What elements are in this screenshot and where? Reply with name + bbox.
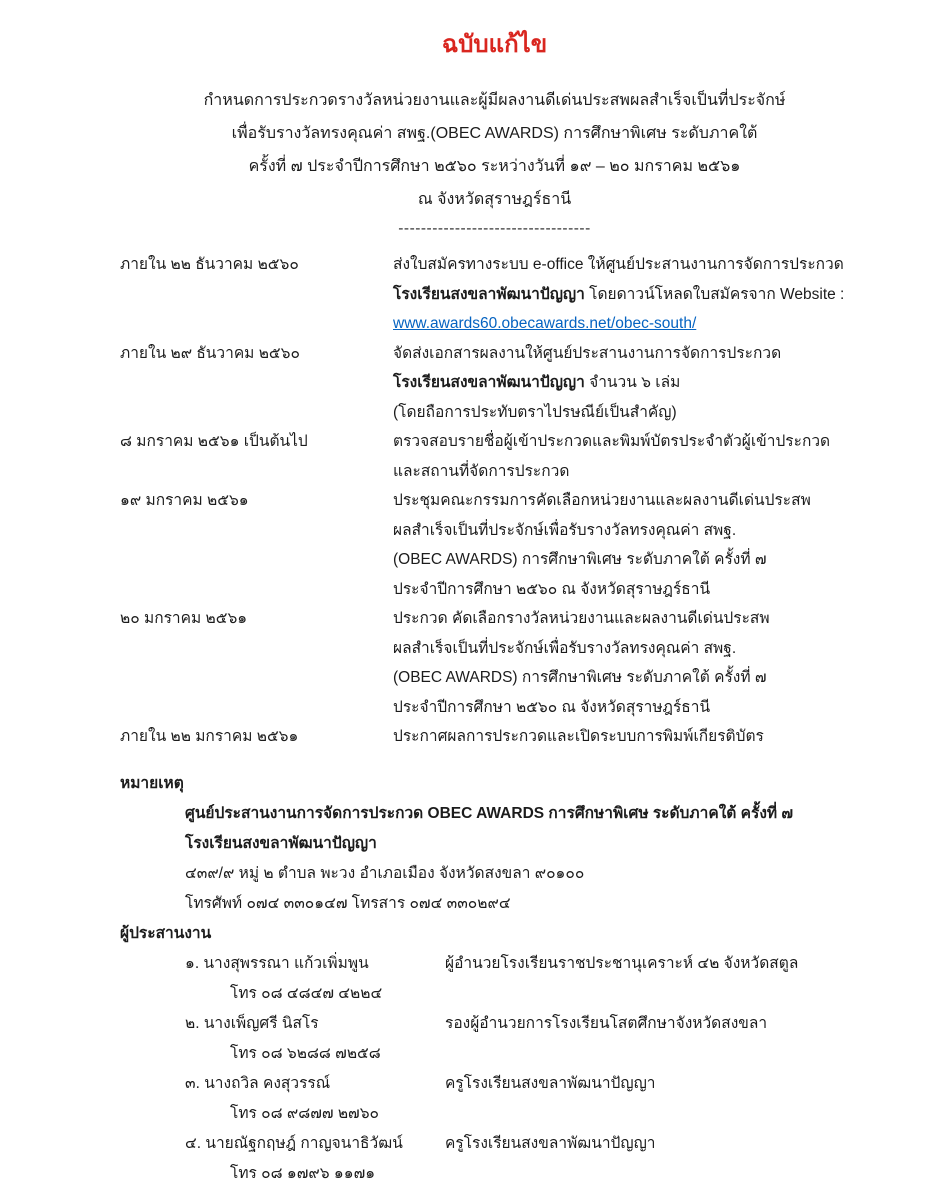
schedule-activity-line [393, 516, 869, 546]
schedule-activity-line [393, 309, 869, 339]
schedule-activity-line [393, 545, 869, 575]
coordinator-entry [120, 1069, 869, 1129]
coordinator-entry [120, 1009, 869, 1069]
activity-text: ผลสำเร็จเป็นที่ประจักษ์เพื่อรับรางวัลทรงคุณค่า สพฐ. [393, 521, 737, 539]
activity-text: และสถานที่จัดการประกวด [393, 462, 570, 480]
schedule-activity-line [393, 368, 869, 398]
schedule-row [120, 339, 869, 428]
website-link[interactable]: www.awards60.obecawards.net/obec-south/ [393, 315, 697, 332]
activity-text: ประจำปีการศึกษา ๒๕๖๐ ณ จังหวัดสุราษฎร์ธานี [393, 698, 711, 716]
coordinator-entry [120, 1129, 869, 1189]
schedule-activity-line [393, 693, 869, 723]
activity-text: จำนวน ๖ เล่ม [584, 374, 681, 391]
school-name-bold: โรงเรียนสงขลาพัฒนาปัญญา [393, 285, 585, 303]
note-line: โทรศัพท์ ๐๗๔ ๓๓๐๑๔๗ โทรสาร ๐๗๔ ๓๓๐๒๙๔ [185, 894, 511, 912]
dashed-divider: ---------------------------------- [398, 220, 591, 237]
schedule-activity-line [393, 722, 869, 752]
schedule-activity [393, 722, 869, 752]
coordinators-header: ผู้ประสานงาน [120, 924, 212, 942]
schedule-row [120, 722, 869, 752]
schedule-row [120, 427, 869, 486]
coordinator-row [185, 1069, 869, 1099]
notes-section [120, 769, 869, 919]
schedule-activity-line [393, 604, 869, 634]
schedule-row [120, 604, 869, 722]
schedule-activity [393, 604, 869, 722]
schedule-activity-line [393, 457, 869, 487]
coordinator-name: ๓. นางถวิล คงสุวรรณ์ [185, 1074, 331, 1092]
schedule-date-label: ภายใน ๒๙ ธันวาคม ๒๕๖๐ [120, 344, 300, 362]
school-name-bold: โรงเรียนสงขลาพัฒนาปัญญา [393, 374, 585, 391]
coordinator-phone: โทร ๐๘ ๔๘๔๗ ๔๒๒๔ [230, 984, 383, 1002]
edit-revision-title: ฉบับแก้ไข [441, 31, 548, 58]
notes-lines [120, 799, 869, 919]
activity-text: ประกาศผลการประกวดและเปิดระบบการพิมพ์เกียรติบัตร [393, 728, 764, 745]
activity-text: (โดยถือการประทับตราไปรษณีย์เป็นสำคัญ) [393, 403, 677, 421]
coordinator-name: ๔. นายณัฐกฤษฎ์ กาญจนาธิวัฒน์ [185, 1134, 403, 1152]
coordinator-row [185, 1009, 869, 1039]
schedule-activity-line [393, 634, 869, 664]
schedule [120, 250, 869, 752]
heading-line-1: กำหนดการประกวดรางวัลหน่วยงานและผู้มีผลงานดีเด่นประสพผลสำเร็จเป็นที่ประจักษ์ [203, 92, 786, 109]
schedule-row [120, 486, 869, 604]
note-line: ๔๓๙/๙ หมู่ ๒ ตำบล พะวง อำเภอเมือง จังหวัดสงขลา ๙๐๑๐๐ [185, 864, 585, 882]
activity-text: ประกวด คัดเลือกรางวัลหน่วยงานและผลงานดีเด่นประสพ [393, 610, 770, 627]
coordinators-section [120, 919, 869, 1189]
coordinator-role: ครูโรงเรียนสงขลาพัฒนาปัญญา [445, 1134, 656, 1152]
schedule-activity-line [393, 486, 869, 516]
schedule-activity-line [393, 398, 869, 428]
schedule-date-label: ๑๙ มกราคม ๒๕๖๑ [120, 492, 249, 509]
coordinator-role: ครูโรงเรียนสงขลาพัฒนาปัญญา [445, 1074, 656, 1092]
activity-text: จัดส่งเอกสารผลงานให้ศูนย์ประสานงานการจัดการประกวด [393, 344, 782, 362]
coordinator-phone: โทร ๐๘ ๙๘๗๗ ๒๗๖๐ [230, 1104, 379, 1122]
schedule-date-label: ภายใน ๒๒ ธันวาคม ๒๕๖๐ [120, 256, 299, 273]
schedule-activity-line [393, 427, 869, 457]
document-heading [120, 84, 869, 242]
activity-text: ประจำปีการศึกษา ๒๕๖๐ ณ จังหวัดสุราษฎร์ธานี [393, 580, 711, 598]
activity-text: (OBEC AWARDS) การศึกษาพิเศษ ระดับภาคใต้ ครั้งที่ ๗ [393, 551, 767, 568]
notes-header: หมายเหตุ [120, 774, 184, 792]
schedule-activity [393, 427, 869, 486]
coordinator-role: รองผู้อำนวยการโรงเรียนโสตศึกษาจังหวัดสงขลา [445, 1014, 768, 1032]
coordinator-entry [120, 949, 869, 1009]
coordinator-phone: โทร ๐๘ ๑๗๙๖ ๑๑๗๑ [230, 1164, 376, 1182]
heading-line-4: ณ จังหวัดสุราษฎร์ธานี [417, 191, 572, 208]
note-line: ศูนย์ประสานงานการจัดการประกวด OBEC AWARDS การศึกษาพิเศษ ระดับภาคใต้ ครั้งที่ ๗ [185, 804, 794, 822]
heading-line-3: ครั้งที่ ๗ ประจำปีการศึกษา ๒๕๖๐ ระหว่างวันที่ ๑๙ – ๒๐ มกราคม ๒๕๖๑ [248, 158, 741, 175]
heading-line-2: เพื่อรับรางวัลทรงคุณค่า สพฐ.(OBEC AWARDS) การศึกษาพิเศษ ระดับภาคใต้ [231, 125, 758, 142]
activity-text: โดยดาวน์โหลดใบสมัครจาก Website : [584, 285, 845, 303]
activity-text: ประชุมคณะกรรมการคัดเลือกหน่วยงานและผลงานดีเด่นประสพ [393, 492, 811, 509]
schedule-activity-line [393, 663, 869, 693]
coordinator-name: ๑. นางสุพรรณา แก้วเพิ่มพูน [185, 954, 369, 972]
activity-text: ตรวจสอบรายชื่อผู้เข้าประกวดและพิมพ์บัตรประจำตัวผู้เข้าประกวด [393, 433, 831, 450]
coordinator-phone: โทร ๐๘ ๖๒๘๘ ๗๒๕๘ [230, 1044, 381, 1062]
schedule-activity [393, 486, 869, 604]
coordinator-role: ผู้อำนวยโรงเรียนราชประชานุเคราะห์ ๔๒ จังหวัดสตูล [445, 954, 799, 972]
schedule-date-label: ภายใน ๒๒ มกราคม ๒๕๖๑ [120, 728, 299, 745]
schedule-activity-line [393, 575, 869, 605]
activity-text: (OBEC AWARDS) การศึกษาพิเศษ ระดับภาคใต้ ครั้งที่ ๗ [393, 669, 767, 686]
coordinator-row [185, 1129, 869, 1159]
activity-text: ผลสำเร็จเป็นที่ประจักษ์เพื่อรับรางวัลทรงคุณค่า สพฐ. [393, 639, 737, 657]
schedule-activity [393, 250, 869, 339]
schedule-activity-line [393, 280, 869, 310]
activity-text: ส่งใบสมัครทางระบบ e-office ให้ศูนย์ประสานงานการจัดการประกวด [393, 256, 844, 273]
schedule-date-label: ๘ มกราคม ๒๕๖๑ เป็นต้นไป [120, 433, 308, 450]
coordinator-list [120, 949, 869, 1189]
schedule-row [120, 250, 869, 339]
schedule-date-label: ๒๐ มกราคม ๒๕๖๑ [120, 610, 248, 627]
schedule-activity-line [393, 339, 869, 369]
coordinator-name: ๒. นางเพ็ญศรี นิสโร [185, 1014, 319, 1032]
coordinator-row [185, 949, 869, 979]
schedule-activity [393, 339, 869, 428]
note-line: โรงเรียนสงขลาพัฒนาปัญญา [185, 834, 377, 852]
schedule-activity-line [393, 250, 869, 280]
